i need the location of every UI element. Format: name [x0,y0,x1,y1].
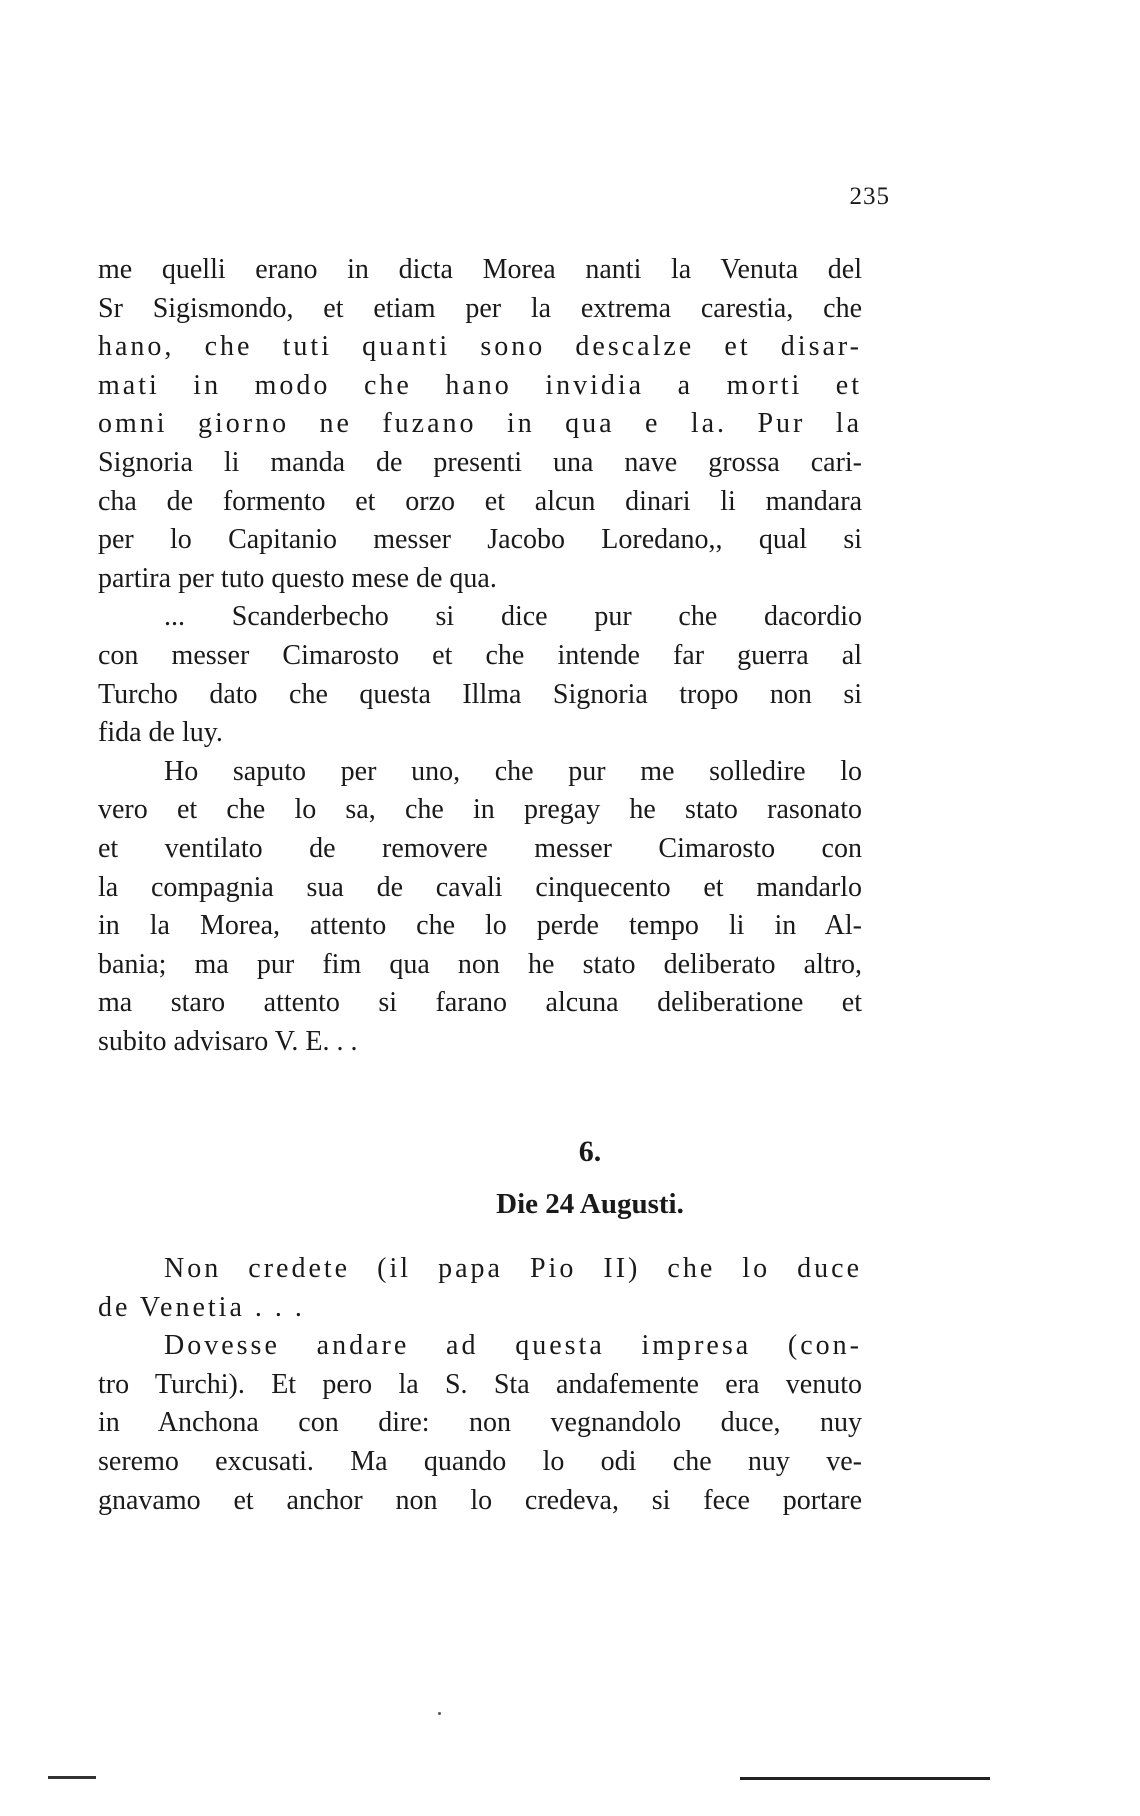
section-date: Die 24 Augusti. [496,1188,684,1220]
text-line: in la Morea, attento che lo perde tempo li in Al- [98,910,862,942]
text-line: et ventilato de removere messer Cimarosto con [98,832,862,864]
paragraph-1 [98,251,862,1061]
bottom-rule [740,1777,990,1780]
text-line: cha de formento et orzo et alcun dinari li mandara [98,485,862,517]
text-line: Signoria li manda de presenti una nave grossa cari- [98,446,862,478]
text-line: seremo excusati. Ma quando lo odi che nuy ve- [98,1445,862,1477]
text-line: ... Scanderbecho si dice pur che dacordio [164,601,862,633]
text-line: subito advisaro V. E. . . [98,1025,358,1057]
text-line: Dovesse andare ad questa impresa (con- [164,1330,862,1362]
section-number: 6. [578,1135,602,1168]
text-line: con messer Cimarosto et che intende far guerra al [98,639,862,671]
text-line: Ho saputo per uno, che pur me solledire lo [164,755,862,787]
text-line: partira per tuto questo mese de qua. [98,562,497,594]
speck [438,1712,441,1715]
text-line: omni giorno ne fuzano in qua e la. Pur la [98,408,862,440]
text-line: Sr Sigismondo, et etiam per la extrema carestia, che [98,292,862,324]
text-line: tro Turchi). Et pero la S. Sta andafemente era venuto [98,1368,862,1400]
text-line: fida de luy. [98,717,223,749]
text-line: Turcho dato che questa Illma Signoria tropo non si [98,678,862,710]
text-line: in Anchona con dire: non vegnandolo duce, nuy [98,1407,862,1439]
text-line: vero et che lo sa, che in pregay he stato rasonato [98,794,862,826]
text-line: per lo Capitanio messer Jacobo Loredano,, qual si [98,524,862,556]
text-line: Non credete (il papa Pio II) che lo duce [164,1253,862,1284]
text-line: bania; ma pur fim qua non he stato deliberato altro, [98,948,862,980]
text-line: me quelli erano in dicta Morea nanti la Venuta del [98,254,862,285]
text-line: la compagnia sua de cavali cinquecento et mandarlo [98,871,862,903]
page-number: 235 [849,183,890,210]
text-line: mati in modo che hano invidia a morti et [98,369,862,401]
paragraph-2 [98,1250,862,1520]
text-line: gnavamo et anchor non lo credeva, si fece portare [98,1484,862,1516]
text-line: hano, che tuti quanti sono descalze et disar- [98,331,862,363]
text-line: ma staro attento si farano alcuna deliberatione et [98,987,862,1019]
scan-mark [48,1776,96,1779]
text-line: de Venetia . . . [98,1291,305,1323]
